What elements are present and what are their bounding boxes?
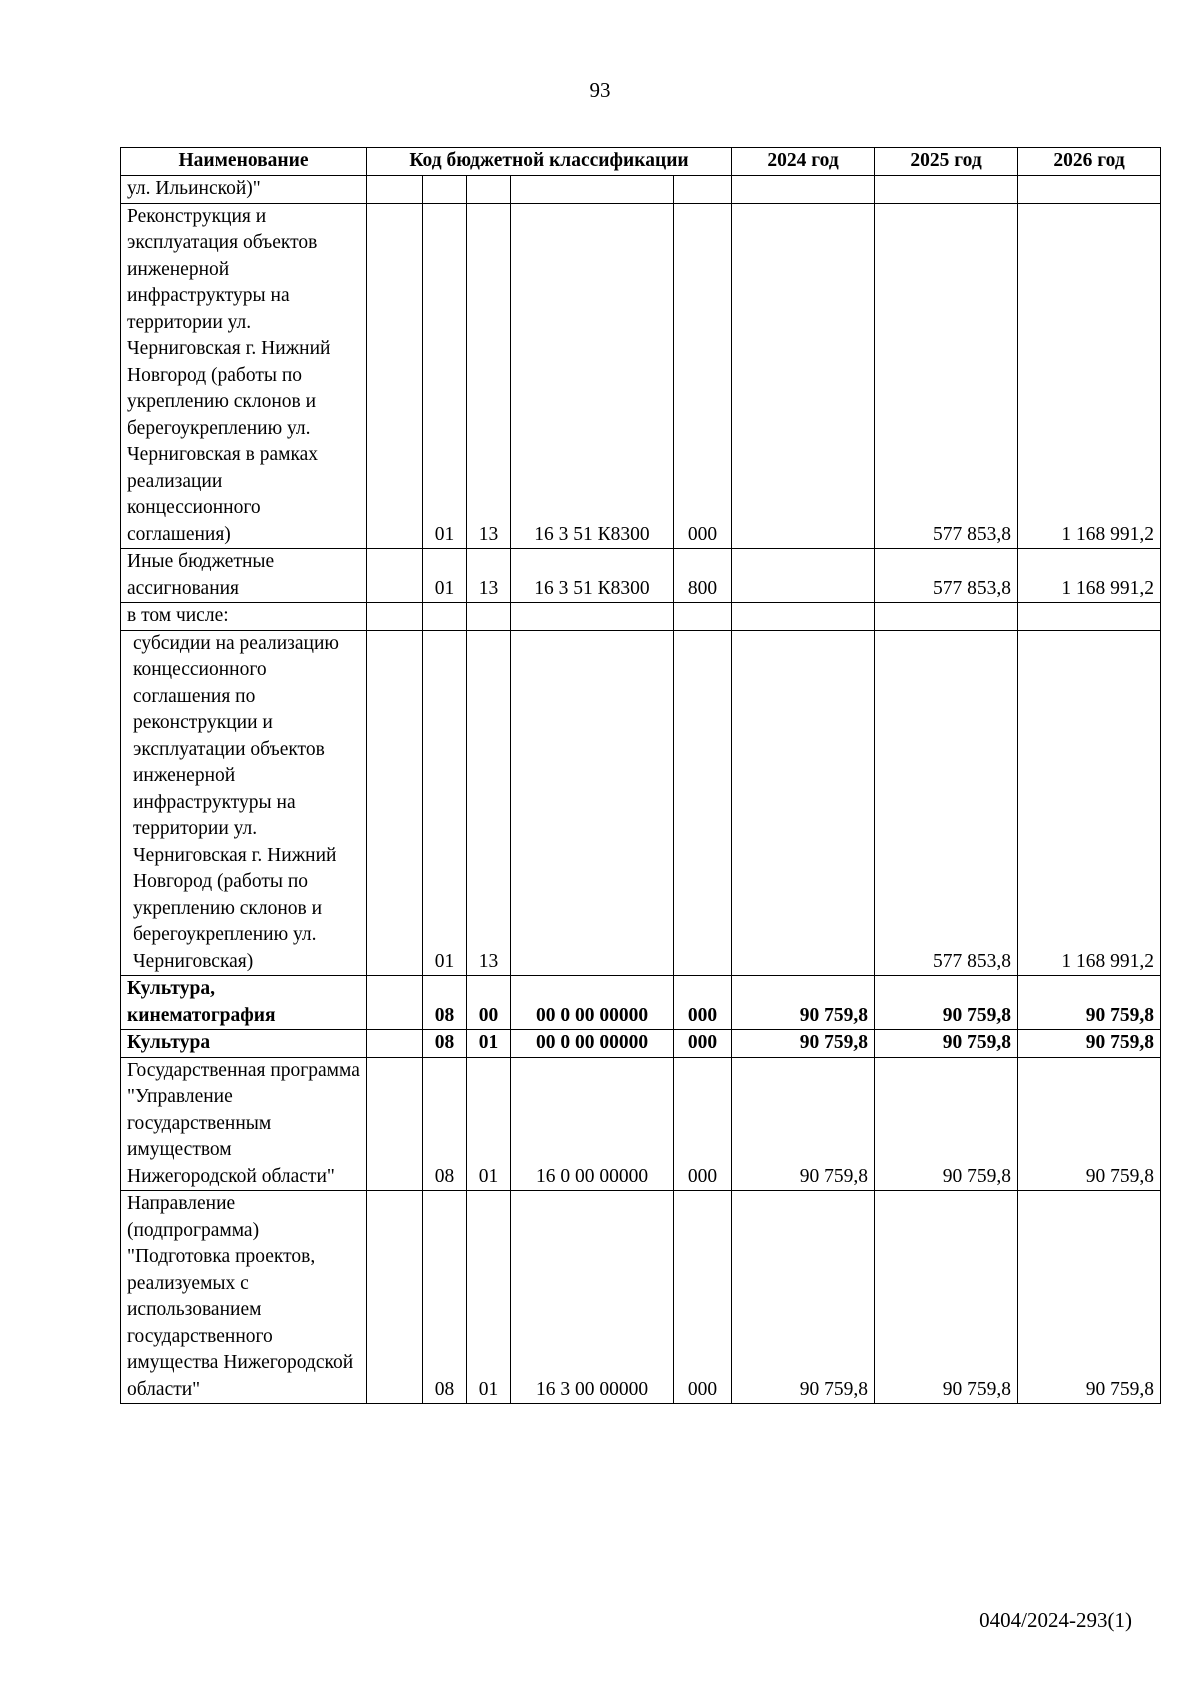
- row-code-2: 08: [423, 976, 467, 1030]
- row-name: Культура: [121, 1030, 367, 1058]
- row-code-2: 08: [423, 1191, 467, 1404]
- row-value-2025: 90 759,8: [875, 1030, 1018, 1058]
- table-row: [121, 603, 1161, 631]
- row-code-3: 13: [467, 203, 511, 549]
- table-row: [121, 549, 1161, 603]
- row-code-3: 13: [467, 630, 511, 976]
- row-name: в том числе:: [121, 603, 367, 631]
- row-code-3: 01: [467, 1030, 511, 1058]
- row-value-2025: 577 853,8: [875, 203, 1018, 549]
- row-value-2024: [732, 549, 875, 603]
- document-id: 0404/2024-293(1): [979, 1608, 1132, 1632]
- row-code-2: [423, 176, 467, 204]
- row-code-5: 000: [674, 1030, 732, 1058]
- row-value-2026: [1018, 176, 1161, 204]
- row-value-2024: 90 759,8: [732, 1191, 875, 1404]
- header-code: Код бюджетной классификации: [367, 148, 732, 176]
- table-header-row: [121, 148, 1161, 176]
- row-code-1: [367, 549, 423, 603]
- row-code-2: 01: [423, 549, 467, 603]
- row-value-2025: 90 759,8: [875, 976, 1018, 1030]
- row-value-2026: 1 168 991,2: [1018, 203, 1161, 549]
- row-value-2024: [732, 176, 875, 204]
- row-code-1: [367, 603, 423, 631]
- row-code-1: [367, 976, 423, 1030]
- table-row: [121, 976, 1161, 1030]
- row-value-2025: 577 853,8: [875, 549, 1018, 603]
- row-name: субсидии на реализацию концессионного соглашения по реконструкции и эксплуатации объектов инженерной инфраструктуры на территории ул. Черниговская г. Нижний Новгород (работы по укреплению склонов и берегоукреплению ул. Черниговская): [121, 630, 367, 976]
- row-value-2026: 1 168 991,2: [1018, 549, 1161, 603]
- row-code-1: [367, 1191, 423, 1404]
- row-name: Реконструкция и эксплуатация объектов инженерной инфраструктуры на территории ул. Черниговская г. Нижний Новгород (работы по укреплению склонов и берегоукреплению ул. Черниговская в рамках реализации концессионного соглашения): [121, 203, 367, 549]
- row-value-2025: 90 759,8: [875, 1057, 1018, 1191]
- row-code-4: 16 3 51 К8300: [511, 549, 674, 603]
- table-row: [121, 1191, 1161, 1404]
- row-value-2024: 90 759,8: [732, 976, 875, 1030]
- table-row: [121, 203, 1161, 549]
- row-code-3: 01: [467, 1057, 511, 1191]
- row-code-2: 08: [423, 1057, 467, 1191]
- row-code-3: 13: [467, 549, 511, 603]
- row-value-2026: 1 168 991,2: [1018, 630, 1161, 976]
- row-code-2: 08: [423, 1030, 467, 1058]
- row-value-2026: [1018, 603, 1161, 631]
- row-value-2024: 90 759,8: [732, 1057, 875, 1191]
- row-code-4: 00 0 00 00000: [511, 976, 674, 1030]
- row-code-4: [511, 603, 674, 631]
- row-value-2026: 90 759,8: [1018, 1057, 1161, 1191]
- row-code-3: 00: [467, 976, 511, 1030]
- row-value-2025: [875, 176, 1018, 204]
- row-value-2024: [732, 603, 875, 631]
- row-code-2: 01: [423, 203, 467, 549]
- row-value-2026: 90 759,8: [1018, 976, 1161, 1030]
- row-value-2026: 90 759,8: [1018, 1030, 1161, 1058]
- row-code-4: [511, 176, 674, 204]
- row-value-2025: 577 853,8: [875, 630, 1018, 976]
- header-2025: 2025 год: [875, 148, 1018, 176]
- row-code-1: [367, 630, 423, 976]
- page-number: 93: [589, 78, 611, 102]
- row-code-4: 16 3 00 00000: [511, 1191, 674, 1404]
- row-code-4: [511, 630, 674, 976]
- row-code-5: 000: [674, 1191, 732, 1404]
- table-row: [121, 176, 1161, 204]
- row-name: Иные бюджетные ассигнования: [121, 549, 367, 603]
- row-code-5: 000: [674, 1057, 732, 1191]
- table-row: [121, 630, 1161, 976]
- row-code-5: [674, 630, 732, 976]
- row-name: ул. Ильинской)": [121, 176, 367, 204]
- row-code-4: 00 0 00 00000: [511, 1030, 674, 1058]
- table-row: [121, 1057, 1161, 1191]
- row-value-2026: 90 759,8: [1018, 1191, 1161, 1404]
- row-code-5: [674, 603, 732, 631]
- row-value-2024: 90 759,8: [732, 1030, 875, 1058]
- row-value-2024: [732, 203, 875, 549]
- header-name: Наименование: [121, 148, 367, 176]
- row-code-5: 800: [674, 549, 732, 603]
- budget-table: [120, 147, 1161, 1404]
- row-value-2024: [732, 630, 875, 976]
- row-code-5: [674, 176, 732, 204]
- row-value-2025: [875, 603, 1018, 631]
- row-code-1: [367, 1057, 423, 1191]
- row-value-2025: 90 759,8: [875, 1191, 1018, 1404]
- header-2024: 2024 год: [732, 148, 875, 176]
- header-2026: 2026 год: [1018, 148, 1161, 176]
- row-code-1: [367, 203, 423, 549]
- table-row: [121, 1030, 1161, 1058]
- row-code-3: [467, 603, 511, 631]
- row-code-2: 01: [423, 630, 467, 976]
- row-name: Государственная программа "Управление государственным имуществом Нижегородской области": [121, 1057, 367, 1191]
- row-code-3: 01: [467, 1191, 511, 1404]
- row-code-3: [467, 176, 511, 204]
- row-name: Культура, кинематография: [121, 976, 367, 1030]
- row-code-1: [367, 1030, 423, 1058]
- row-code-5: 000: [674, 976, 732, 1030]
- row-code-4: 16 3 51 К8300: [511, 203, 674, 549]
- row-name: Направление (подпрограмма) "Подготовка проектов, реализуемых с использованием государственного имущества Нижегородской области": [121, 1191, 367, 1404]
- row-code-4: 16 0 00 00000: [511, 1057, 674, 1191]
- row-code-1: [367, 176, 423, 204]
- row-code-2: [423, 603, 467, 631]
- row-code-5: 000: [674, 203, 732, 549]
